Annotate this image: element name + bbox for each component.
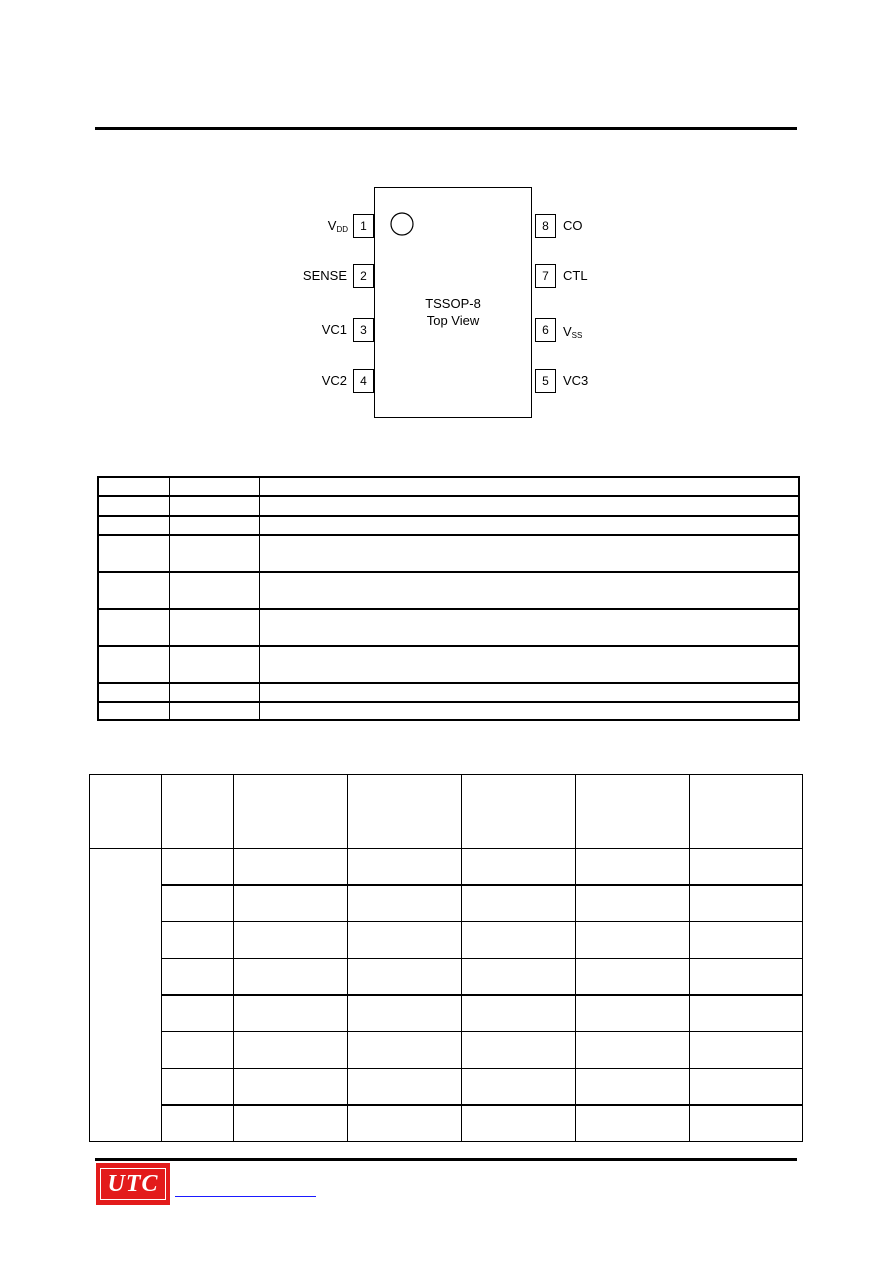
- pin-number-7: 7: [535, 264, 556, 288]
- pin-number-8: 8: [535, 214, 556, 238]
- pin-label-6: $V_{SS}$: [563, 324, 583, 340]
- pin-number-4: 4: [353, 369, 374, 393]
- table-row-divider: [99, 571, 798, 573]
- table-header-divider: [90, 848, 802, 849]
- package-view: Top View: [426, 313, 480, 328]
- table-row-divider: [161, 994, 802, 996]
- table-row-divider: [99, 645, 798, 647]
- pin-number-3: 3: [353, 318, 374, 342]
- pin-label-7: CTL: [563, 268, 588, 283]
- pin-number-1: 1: [353, 214, 374, 238]
- footer-website-link[interactable]: [175, 1196, 316, 1197]
- pin-number-2: 2: [353, 264, 374, 288]
- table-row-divider: [99, 534, 798, 536]
- pin-label-1: $V_{DD}$: [327, 218, 348, 234]
- pin-number-5: 5: [535, 369, 556, 393]
- package-name: TSSOP-8: [425, 296, 481, 311]
- table-row-divider: [161, 884, 802, 886]
- table-row-divider: [161, 921, 802, 922]
- pin-label-4: VC2: [321, 373, 347, 388]
- table-row-divider: [161, 1068, 802, 1069]
- table-row-divider: [161, 1031, 802, 1032]
- pin-description-table: [97, 476, 800, 721]
- table-row-divider: [99, 608, 798, 610]
- pin-label-3: VC1: [321, 322, 347, 337]
- pin-label-8: CO: [563, 218, 583, 233]
- table-row-divider: [161, 958, 802, 959]
- table-row-divider: [99, 701, 798, 703]
- table-row-divider: [99, 515, 798, 517]
- bottom-rule: [95, 1158, 797, 1161]
- pin-configuration-diagram: [290, 180, 610, 430]
- table-row-divider: [99, 682, 798, 684]
- ratings-table: [89, 774, 803, 1142]
- pin-number-6: 6: [535, 318, 556, 342]
- utc-logo: [96, 1163, 170, 1205]
- top-rule: [95, 127, 797, 130]
- pin-label-2: SENSE: [302, 268, 347, 283]
- table-row-divider: [99, 495, 798, 497]
- pin-label-5: VC3: [563, 373, 589, 388]
- table-row-divider: [161, 1104, 802, 1106]
- utc-logo-text: UTC: [100, 1168, 166, 1200]
